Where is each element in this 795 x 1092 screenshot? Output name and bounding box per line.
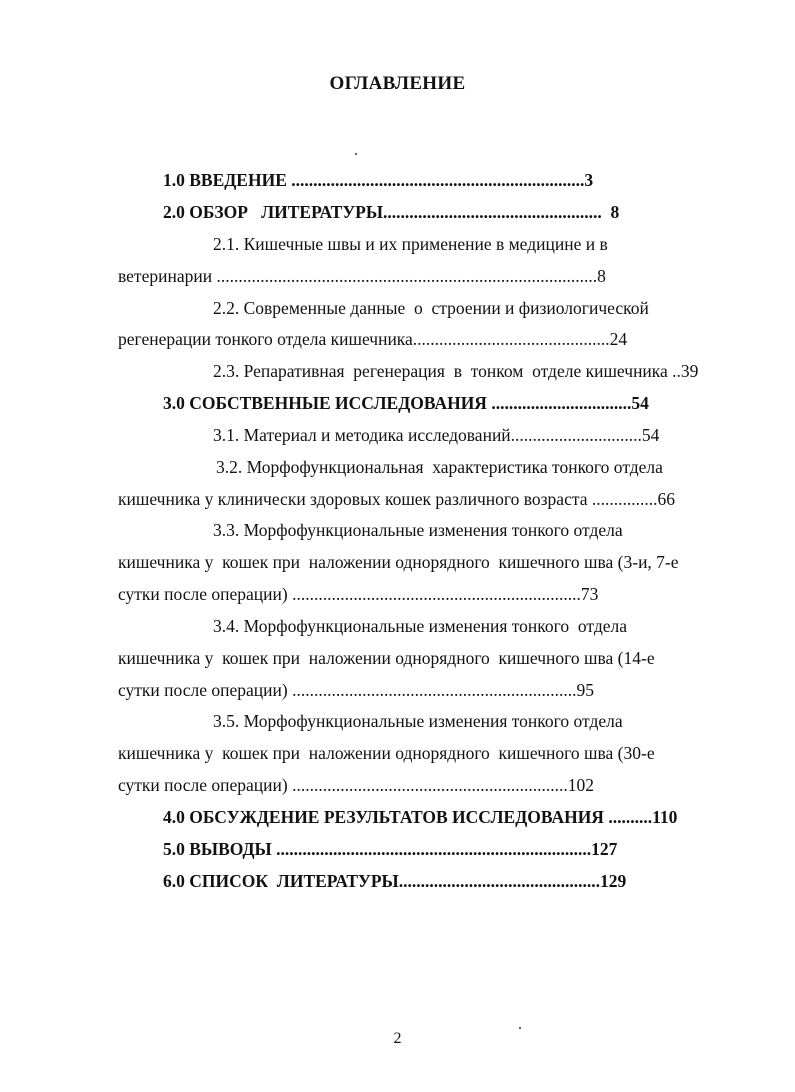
- toc-entry-2-1-line-1: 2.1. Кишечные швы и их применение в медицине и в: [213, 234, 608, 254]
- toc-entry-3-4-line-3: сутки после операции) .................................................................95: [118, 680, 594, 700]
- toc-entry-introduction: 1.0 ВВЕДЕНИЕ ...................................................................3: [163, 170, 594, 190]
- scan-speck: [355, 153, 357, 155]
- toc-entry-literature-review: 2.0 ОБЗОР ЛИТЕРАТУРЫ.................................................. 8: [163, 202, 620, 222]
- toc-entry-3-3-line-2: кишечника у кошек при наложении однорядного кишечного шва (3-и, 7-е: [118, 552, 679, 572]
- toc-entry-3-5-line-3: сутки после операции) ...............................................................102: [118, 775, 594, 795]
- toc-entry-3-2-line-2: кишечника у клинически здоровых кошек различного возраста ...............66: [118, 489, 675, 509]
- toc-entry-own-research: 3.0 СОБСТВЕННЫЕ ИССЛЕДОВАНИЯ ................................54: [163, 393, 649, 413]
- page-number: 2: [393, 1030, 402, 1047]
- toc-entry-2-2-line-1: 2.2. Современные данные о строении и физиологической: [213, 298, 649, 318]
- toc-entry-discussion: 4.0 ОБСУЖДЕНИЕ РЕЗУЛЬТАТОВ ИССЛЕДОВАНИЯ ..........110: [163, 807, 678, 827]
- scan-speck: [519, 1027, 521, 1029]
- toc-entry-2-2-line-2: регенерации тонкого отдела кишечника.............................................24: [118, 329, 628, 349]
- toc-entry-3-2-line-1: 3.2. Морфофункциональная характеристика тонкого отдела: [216, 457, 663, 477]
- toc-entry-3-4-line-1: 3.4. Морфофункциональные изменения тонкого отдела: [213, 616, 628, 636]
- toc-entry-2-1-line-2: ветеринарии .......................................................................................8: [118, 266, 606, 286]
- toc-entry-2-3: 2.3. Репаративная регенерация в тонком отделе кишечника ..39: [213, 361, 699, 381]
- toc-entry-3-5-line-2: кишечника у кошек при наложении однорядного кишечного шва (30-е: [118, 743, 655, 763]
- toc-entry-conclusions: 5.0 ВЫВОДЫ ........................................................................127: [163, 839, 618, 859]
- toc-entry-3-3-line-3: сутки после операции) ..................................................................73: [118, 584, 599, 604]
- toc-entry-3-1: 3.1. Материал и методика исследований..............................54: [213, 425, 660, 445]
- toc-entry-3-4-line-2: кишечника у кошек при наложении однорядного кишечного шва (14-е: [118, 648, 655, 668]
- toc-entry-references: 6.0 СПИСОК ЛИТЕРАТУРЫ..............................................129: [163, 871, 627, 891]
- toc-entry-3-5-line-1: 3.5. Морфофункциональные изменения тонкого отдела: [213, 711, 623, 731]
- toc-entry-3-3-line-1: 3.3. Морфофункциональные изменения тонкого отдела: [213, 520, 623, 540]
- toc-title: ОГЛАВЛЕНИЕ: [329, 73, 466, 94]
